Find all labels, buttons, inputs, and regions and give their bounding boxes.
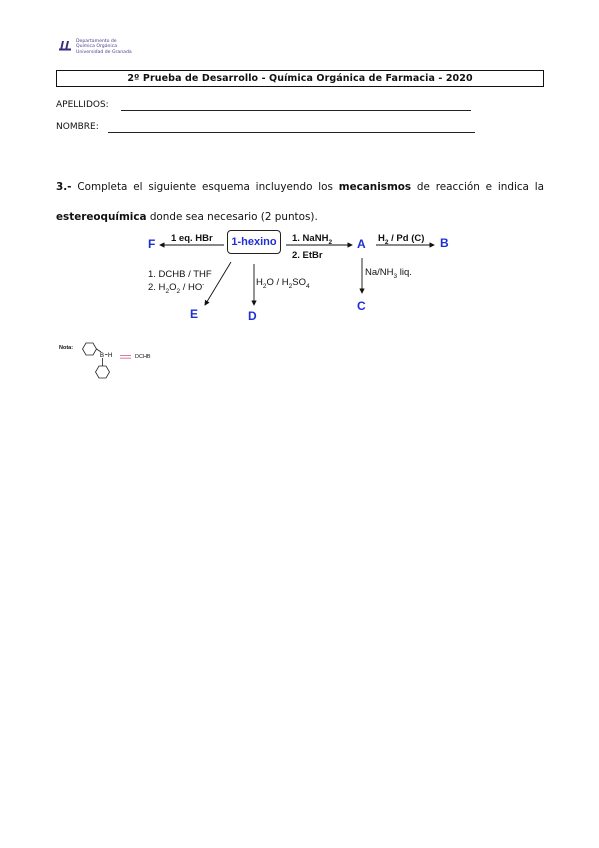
reagent-to-F: 1 eq. HBr bbox=[171, 233, 213, 244]
equals-sign-icon bbox=[120, 354, 132, 360]
note-dchb-abbr: DCHB bbox=[135, 354, 151, 360]
product-E: E bbox=[190, 307, 199, 321]
note-label: Nota: bbox=[59, 345, 74, 351]
reagent-to-A-step2: 2. EtBr bbox=[292, 250, 323, 261]
logo-line-2: Química Orgánica bbox=[76, 44, 118, 50]
start-compound-box bbox=[227, 230, 281, 254]
question-bold-estereoquimica: estereoquímica bbox=[56, 211, 147, 223]
hydrogen-atom: H bbox=[108, 353, 113, 359]
reagent-to-E-step1: 1. DCHB / THF bbox=[148, 269, 212, 280]
product-D: D bbox=[248, 309, 257, 323]
logo-line-1: Departamento de bbox=[76, 39, 117, 44]
exam-title: 2º Prueba de Desarrollo - Química Orgánica de Farmacia - 2020 bbox=[127, 73, 473, 84]
reagent-to-B: $H_2$ / Pd (C) bbox=[378, 233, 425, 246]
product-A: A bbox=[357, 237, 366, 251]
dicyclohexylborane-structure-icon bbox=[80, 340, 128, 382]
question-text-1: Completa el siguiente esquema incluyendo los bbox=[71, 181, 339, 193]
reagent-to-E-step2: 2. $H_2O_2 / HO^-$ bbox=[148, 282, 205, 296]
apellidos-label: APELLIDOS: bbox=[56, 100, 109, 110]
reagent-to-D: $H_2O / H_2SO_4$ bbox=[256, 277, 310, 290]
product-B: B bbox=[440, 236, 449, 250]
nombre-label: NOMBRE: bbox=[56, 122, 99, 132]
reagent-to-A-step1: 1. NaNH$_2$ bbox=[292, 233, 333, 246]
start-compound-label: 1-hexino bbox=[231, 236, 277, 248]
question-text-2: de reacción e indica la bbox=[411, 181, 544, 193]
boron-atom: B bbox=[100, 353, 105, 359]
question-text-3: donde sea necesario (2 puntos). bbox=[146, 211, 318, 223]
question-bold-mecanismos: mecanismos bbox=[338, 181, 412, 193]
reagent-to-C: $Na/NH_3$ liq. bbox=[365, 267, 412, 280]
logo-line-3: Universidad de Granada bbox=[76, 49, 132, 55]
question-number: 3.- bbox=[56, 181, 72, 193]
product-F: F bbox=[148, 237, 156, 251]
product-C: C bbox=[357, 299, 366, 313]
